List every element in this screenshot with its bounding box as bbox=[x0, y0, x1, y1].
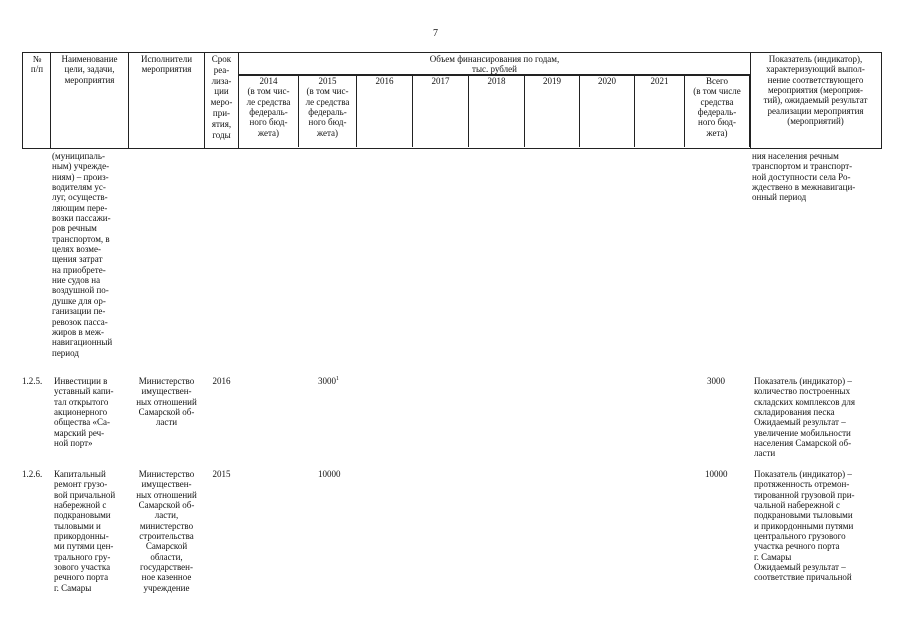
year-2021: 2021 bbox=[635, 75, 685, 147]
year-2020: 2020 bbox=[580, 75, 635, 147]
year-2014 bbox=[239, 75, 299, 147]
row-indicator: Показатель (индикатор) – количество построенных складских комплексов для складирования песка Ожидаемый результат – увеличение мобильности населения Самарской об- ласти bbox=[754, 376, 855, 459]
header-name: Наименование цели, задачи, мероприятия bbox=[61, 54, 118, 85]
year-note: (в том чис- ле средства федераль- ного бюд- жета) bbox=[305, 86, 350, 138]
continuation-indicator: ния населения речным транспортом и транспорт- ной доступности села Ро- ждествено в межнавигаци- онный период bbox=[752, 151, 856, 203]
year-label: 2015 bbox=[318, 76, 337, 86]
year-2016: 2016 bbox=[357, 75, 413, 147]
footnote-mark: 1 bbox=[336, 376, 339, 382]
year-2017: 2017 bbox=[413, 75, 469, 147]
row-executors: Министерство имуществен- ных отношений Самарской об- ласти bbox=[136, 376, 197, 428]
year-2019: 2019 bbox=[525, 75, 580, 147]
row-name: Инвестиции в уставный капи- тал открытого акционерного общества «Са- марский реч- ной порт» bbox=[54, 376, 114, 449]
row-term: 2016 bbox=[212, 376, 231, 386]
row-value-2015: 10000 bbox=[318, 469, 341, 479]
row-num: 1.2.5. bbox=[22, 376, 43, 386]
header-term: Срок реа- лиза- ции меро- при- ятия, годы bbox=[210, 54, 233, 140]
row-indicator: Показатель (индикатор) – протяженность отремон- тированной грузовой при- чальной набережной с подкрановыми тыловыми и прикордонными путями центрального грузового участка речного порта г. Самары Ожидаемый результат – соответствие причальной bbox=[754, 469, 855, 583]
year-label: 2014 bbox=[259, 76, 278, 86]
header-executors: Исполнители мероприятия bbox=[140, 54, 193, 75]
year-note: (в том чис- ле средства федераль- ного бюд- жета) bbox=[246, 86, 291, 138]
row-num: 1.2.6. bbox=[22, 469, 43, 479]
header-funding-title: Объем финансирования по годам, тыс. рублей bbox=[239, 53, 750, 75]
value: 3000 bbox=[318, 376, 336, 386]
row-total: 3000 bbox=[707, 376, 725, 386]
year-2018: 2018 bbox=[469, 75, 525, 147]
row-name: Капитальный ремонт грузо- вой причальной набережной с подкрановыми тыловыми и прикордонны- ми путями цен- трального гру- зового участка речного порта г. Самары bbox=[54, 469, 116, 593]
header-indicator: Показатель (индикатор), характеризующий выпол- нение соответствующего мероприятия (мероприя- тий), ожидаемый результат реализации мероприятия (мероприятий) bbox=[763, 54, 868, 127]
header-num: № п/п bbox=[30, 54, 44, 75]
row-total: 10000 bbox=[705, 469, 728, 479]
page-number: 7 bbox=[433, 28, 438, 39]
row-term: 2015 bbox=[212, 469, 231, 479]
funding-divider bbox=[238, 75, 750, 76]
continuation-name: (муниципаль- ным) учрежде- ниям) – произ- водителям ус- луг, осуществ- ляющим пере- возки пассажи- ров речным транспортом, в целях возме- щения затрат на приобрете- ние судов на воздушной по- душке для ор- ганизации пе- ревозок пасса- жиров в меж- навигационный период bbox=[52, 151, 113, 358]
header-total: Всего (в том числе средства федераль- ного бюд- жета) bbox=[685, 75, 750, 147]
row-value-2015 bbox=[318, 376, 339, 386]
year-2015 bbox=[299, 75, 357, 147]
row-executors: Министерство имуществен- ных отношений Самарской об- ласти, министерство строительства Самарской области, государствен- ное казенное учреждение bbox=[136, 469, 197, 593]
